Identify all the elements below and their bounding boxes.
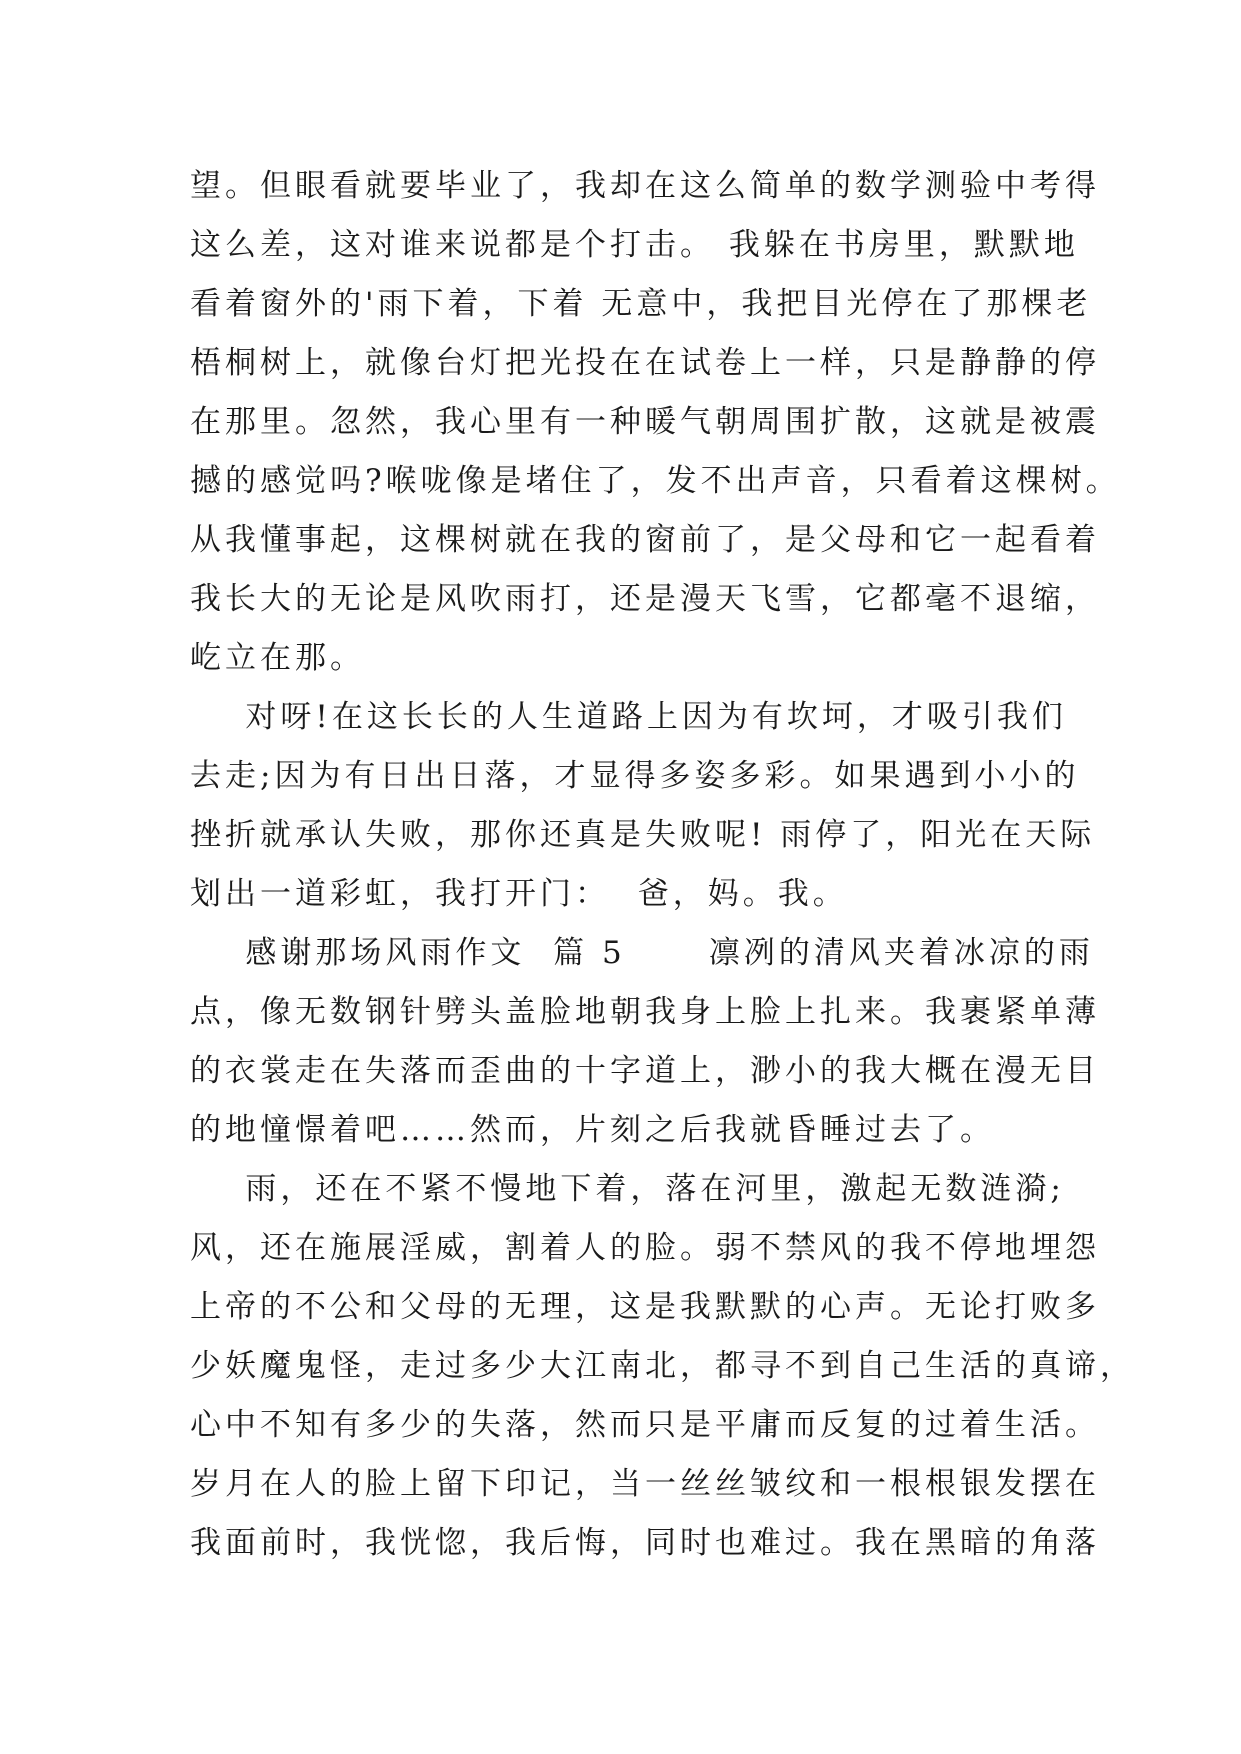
text-line: 风，还在施展淫威，割着人的脸。弱不禁风的我不停地埋怨 [190,1230,1100,1266]
text-line: 感谢那场风雨作文 篇 5 凛冽的清风夹着冰凉的雨 [190,935,1094,971]
text-line: 心中不知有多少的失落，然而只是平庸而反复的过着生活。 [190,1407,1100,1443]
text-line: 屹立在那。 [190,640,365,676]
text-line: 梧桐树上，就像台灯把光投在在试卷上一样，只是静静的停 [190,345,1100,381]
text-line: 撼的感觉吗?喉咙像是堵住了，发不出声音，只看着这棵树。 [190,463,1121,499]
text-line: 挫折就承认失败，那你还真是失败呢! 雨停了，阳光在天际 [190,817,1096,853]
document-body [190,157,1135,1573]
text-line: 从我懂事起，这棵树就在我的窗前了，是父母和它一起看着 [190,522,1100,558]
text-line: 点，像无数钢针劈头盖脸地朝我身上脸上扎来。我裹紧单薄 [190,994,1100,1030]
text-line: 望。但眼看就要毕业了，我却在这么简单的数学测验中考得 [190,168,1100,204]
text-line: 的地憧憬着吧……然而，片刻之后我就昏睡过去了。 [190,1112,995,1148]
text-line: 划出一道彩虹，我打开门： 爸，妈。我。 [190,876,848,912]
text-line: 在那里。忽然，我心里有一种暖气朝周围扩散，这就是被震 [190,404,1100,440]
text-line: 少妖魔鬼怪，走过多少大江南北，都寻不到自己生活的真谛， [190,1348,1135,1384]
text-line: 上帝的不公和父母的无理，这是我默默的心声。无论打败多 [190,1289,1100,1325]
text-line: 雨，还在不紧不慢地下着，落在河里，激起无数涟漪; [190,1171,1065,1207]
text-line: 对呀!在这长长的人生道路上因为有坎坷，才吸引我们 [190,699,1067,735]
text-line: 我面前时，我恍惚，我后悔，同时也难过。我在黑暗的角落 [190,1525,1100,1561]
text-line: 的衣裳走在失落而歪曲的十字道上，渺小的我大概在漫无目 [190,1053,1100,1089]
text-line: 看着窗外的'雨下着，下着 无意中，我把目光停在了那棵老 [190,286,1092,322]
text-line: 去走;因为有日出日落，才显得多姿多彩。如果遇到小小的 [190,758,1080,794]
text-line: 这么差，这对谁来说都是个打击。 我躲在书房里，默默地 [190,227,1079,263]
text-line: 我长大的无论是风吹雨打，还是漫天飞雪，它都毫不退缩， [190,581,1100,617]
text-line: 岁月在人的脸上留下印记，当一丝丝皱纹和一根根银发摆在 [190,1466,1100,1502]
